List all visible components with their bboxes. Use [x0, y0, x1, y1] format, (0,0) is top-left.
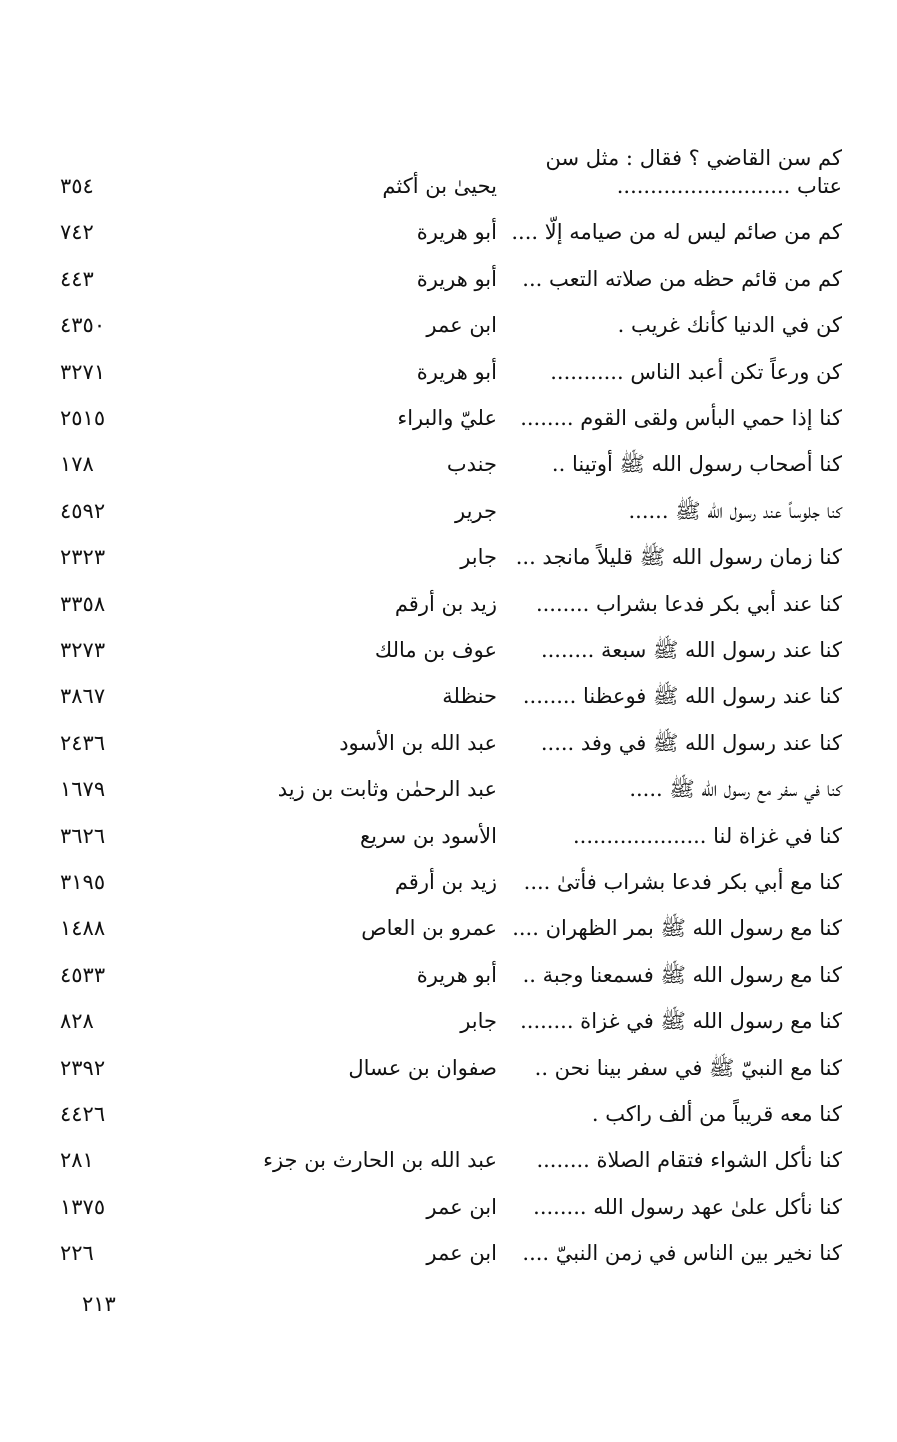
- entry-number: ٤٥٩٢: [60, 498, 106, 523]
- entry-narrator: الأسود بن سريع: [360, 823, 497, 848]
- list-item: [0, 259, 897, 299]
- entry-narrator: عليّ والبراء: [397, 406, 497, 430]
- entry-narrator: أبو هريرة: [416, 266, 497, 291]
- entry-number: ٤٥٣٣: [60, 962, 106, 987]
- entry-number: ٣٢٧٣: [60, 638, 106, 662]
- list-item: [0, 1187, 897, 1227]
- entry-narrator: ابن عمر: [426, 313, 497, 338]
- list-item: [0, 723, 897, 763]
- entry-narrator: عبد الله بن الأسود: [339, 730, 497, 755]
- entry-narrator: عبد الله بن الحارث بن جزء: [263, 1148, 497, 1173]
- entry-text: كنا زمان رسول الله ﷺ قليلاً مانجد ...: [515, 545, 842, 570]
- entry-text: كنا في سفر مع رسول الله ﷺ .....: [629, 777, 842, 802]
- entry-text: كنا نأكل علىٰ عهد رسول الله ........: [533, 1194, 842, 1219]
- entry-first-line: كم سن القاضي ؟ فقال : مثل سن: [545, 146, 842, 170]
- entry-narrator: جابر: [460, 1009, 497, 1034]
- entry-number: ٧٤٢: [60, 220, 94, 245]
- list-item: [0, 862, 897, 902]
- entry-number: ٣٨٦٧: [60, 684, 106, 709]
- list-item: [0, 398, 897, 438]
- entry-narrator: ابن عمر: [426, 1194, 497, 1219]
- list-item: [0, 1048, 897, 1088]
- entry-number: ٣٢٧١: [60, 359, 106, 384]
- entry-number: ٨٢٨: [60, 1009, 94, 1034]
- entry-number: ٣٥٤: [60, 174, 94, 198]
- entry-number: ١٤٨٨: [60, 916, 106, 941]
- entry-number: ٢٣٩٢: [60, 1055, 106, 1080]
- entry-text: كنا مع رسول الله ﷺ بمر الظهران ....: [512, 916, 842, 941]
- entry-text: عتاب ..........................: [616, 174, 842, 198]
- list-item: [0, 584, 897, 624]
- list-item: [0, 1001, 897, 1041]
- entry-text: كن ورعاً تكن أعبد الناس ...........: [550, 359, 842, 384]
- entry-number: ٣٦٢٦: [60, 823, 106, 848]
- entry-number: ٢٥١٥: [60, 406, 106, 430]
- list-item: [0, 816, 897, 856]
- entry-narrator: صفوان بن عسال: [348, 1055, 497, 1080]
- entry-narrator: جابر: [460, 545, 497, 570]
- entry-text: كنا نأكل الشواء فتقام الصلاة ........: [536, 1148, 842, 1173]
- entry-narrator: أبو هريرة: [416, 962, 497, 987]
- page-number: ٢١٣: [82, 1292, 116, 1316]
- list-item: [0, 305, 897, 345]
- entry-number: ٤٤٣: [60, 266, 94, 291]
- list-item: [0, 491, 897, 531]
- entry-narrator: عمرو بن العاص: [361, 916, 497, 941]
- list-item: [0, 166, 897, 206]
- entry-number: ٣١٩٥: [60, 870, 106, 894]
- list-item: [0, 352, 897, 392]
- entry-number: ١٣٧٥: [60, 1194, 106, 1219]
- entry-text: كنا عند رسول الله ﷺ سبعة ........: [540, 638, 842, 662]
- list-item: [0, 908, 897, 948]
- entry-number: ٢٢٦: [60, 1241, 94, 1266]
- entry-text: كم من صائم ليس له من صيامه إلّا ....: [511, 220, 842, 245]
- entry-text: كنا جلوساً عند رسول الله ﷺ ......: [628, 498, 842, 523]
- list-item: [0, 630, 897, 670]
- entry-narrator: يحيىٰ بن أكثم: [382, 174, 497, 198]
- entry-number: ٤٣٥٠: [60, 313, 106, 338]
- entry-narrator: زيد بن أرقم: [394, 591, 497, 616]
- entry-text: كنا عند رسول الله ﷺ في وفد .....: [540, 730, 842, 755]
- entry-narrator: أبو هريرة: [416, 220, 497, 245]
- entry-number: ١٦٧٩: [60, 777, 106, 802]
- entry-text: كنا عند رسول الله ﷺ فوعظنا ........: [522, 684, 842, 709]
- entry-narrator: عوف بن مالك: [374, 638, 497, 662]
- entry-text: كنا مع رسول الله ﷺ فسمعنا وجبة ..: [522, 962, 842, 987]
- entry-text: كنا مع النبيّ ﷺ في سفر بينا نحن ..: [534, 1055, 842, 1080]
- entry-number: ٣٣٥٨: [60, 591, 106, 616]
- entry-text: كنا مع رسول الله ﷺ في غزاة ........: [520, 1009, 842, 1034]
- list-item: [0, 1233, 897, 1273]
- entry-text: كنا نخير بين الناس في زمن النبيّ ....: [522, 1241, 842, 1266]
- entry-text: كنا عند أبي بكر فدعا بشراب ........: [535, 591, 842, 616]
- entry-number: ٢٨١: [60, 1148, 94, 1173]
- entry-text: كنا إذا حمي البأس ولقى القوم ........: [520, 406, 842, 430]
- entry-number: ١٧٨: [60, 452, 94, 477]
- list-item: [0, 212, 897, 252]
- entry-narrator: أبو هريرة: [416, 359, 497, 384]
- list-item: [0, 537, 897, 577]
- list-item: [0, 1140, 897, 1180]
- entry-narrator: عبد الرحمٰن وثابت بن زيد: [277, 777, 497, 802]
- list-item: [0, 676, 897, 716]
- list-item: [0, 769, 897, 809]
- list-item: [0, 955, 897, 995]
- entry-number: ٢٣٢٣: [60, 545, 106, 570]
- entry-narrator: جندب: [446, 452, 497, 477]
- entry-text: كنا في غزاة لنا ....................: [572, 823, 842, 848]
- entry-narrator: جرير: [455, 498, 497, 523]
- entry-number: ٢٤٣٦: [60, 730, 106, 755]
- entry-text: كنا مع أبي بكر فدعا بشراب فأتىٰ ....: [523, 870, 842, 894]
- entry-text: كن في الدنيا كأنك غريب .: [617, 313, 842, 338]
- entry-narrator: ابن عمر: [426, 1241, 497, 1266]
- entry-text: كنا أصحاب رسول الله ﷺ أوتينا ..: [551, 452, 842, 477]
- list-item: [0, 1094, 897, 1134]
- entry-number: ٤٤٢٦: [60, 1102, 106, 1126]
- entry-text: كم من قائم حظه من صلاته التعب ...: [522, 266, 842, 291]
- list-item: [0, 444, 897, 484]
- entry-narrator: زيد بن أرقم: [394, 870, 497, 894]
- entry-text: كنا معه قريباً من ألف راكب .: [591, 1102, 842, 1126]
- entry-narrator: حنظلة: [442, 684, 497, 709]
